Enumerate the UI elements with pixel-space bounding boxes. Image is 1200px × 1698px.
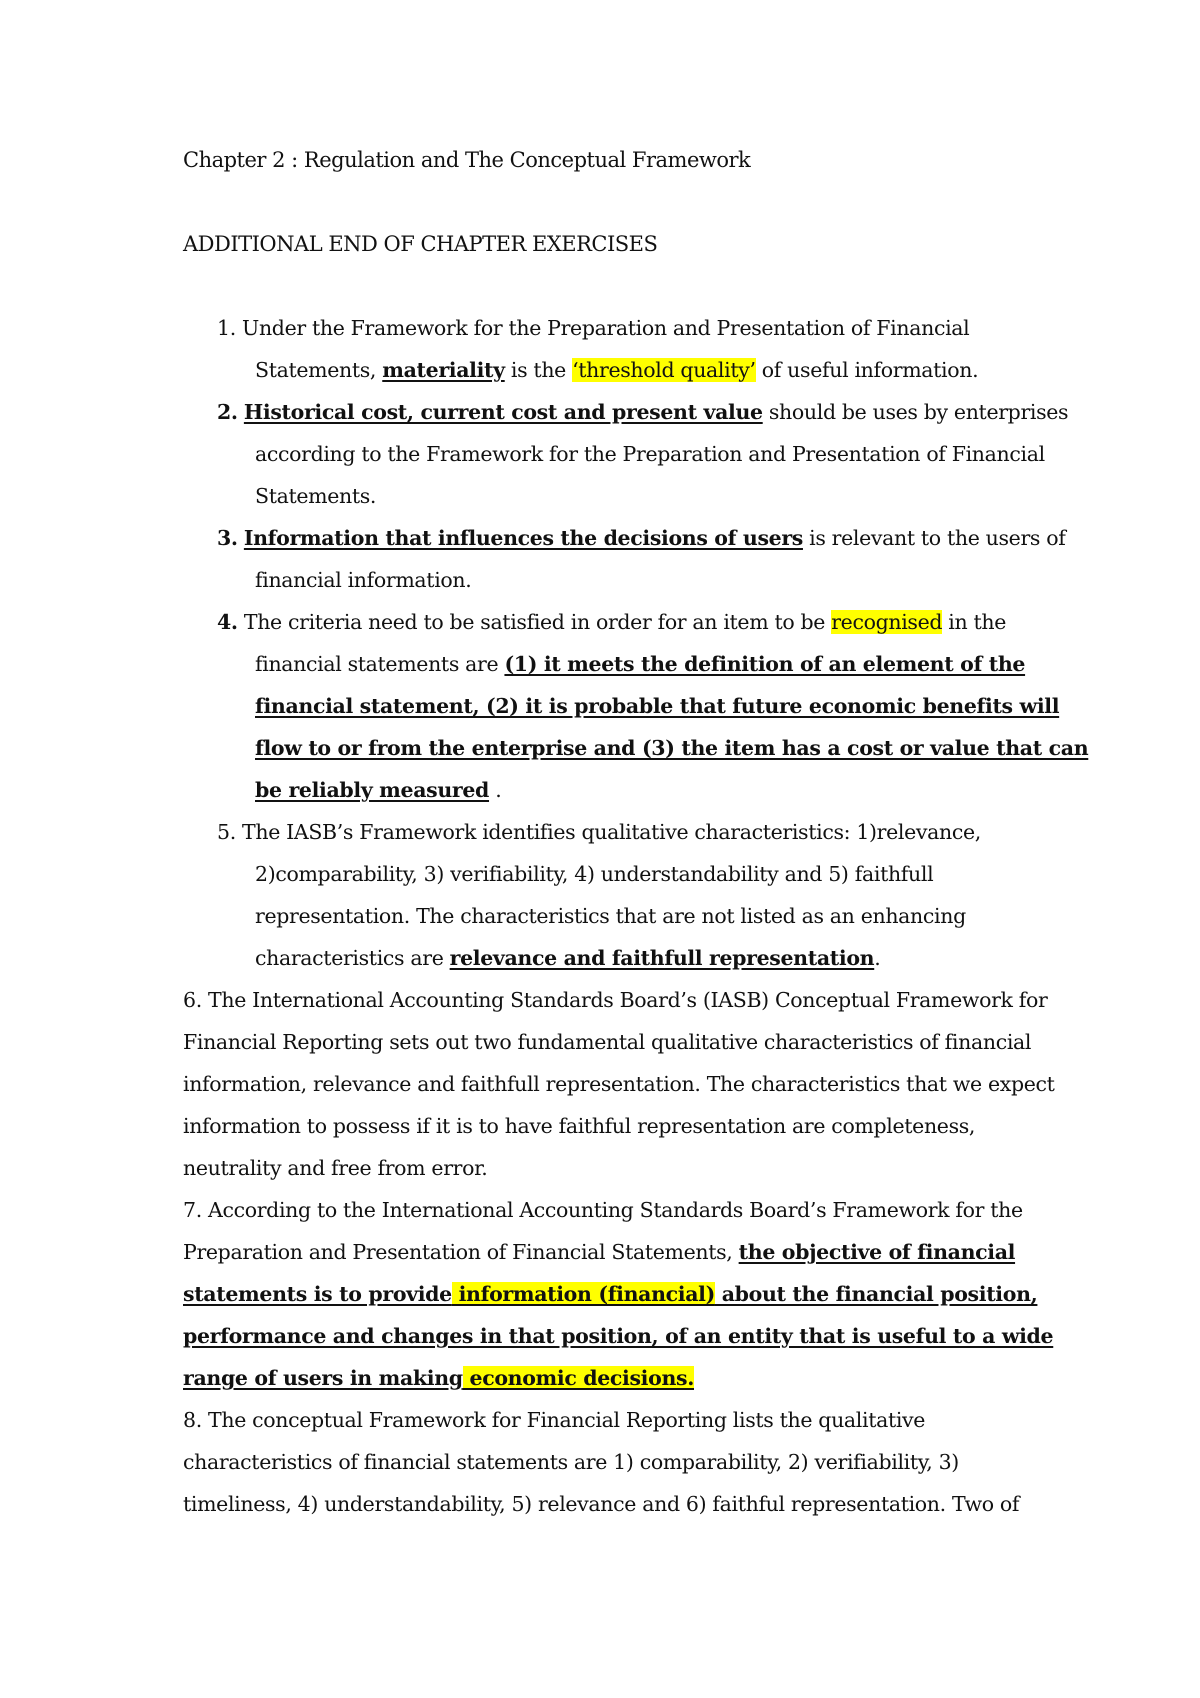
- item1-text-a: Statements,: [255, 358, 383, 382]
- item7-text-a: Preparation and Presentation of Financial Statements,: [183, 1240, 739, 1264]
- item5-text-c: .: [874, 946, 881, 970]
- item7-answer-part5: range of users in making: [183, 1366, 463, 1390]
- item4-text-end: .: [489, 778, 502, 802]
- item4-answer-part3: flow to or from the enterprise and (3) the item has a cost or value that can: [255, 736, 1089, 760]
- item3-number: 3.: [217, 526, 238, 550]
- item7-answer-part4: performance and changes in that position, of an entity that is useful to a wide: [183, 1324, 1054, 1348]
- item5-answer: relevance and faithfull representation: [449, 946, 875, 970]
- item7-highlight-information: information (financial): [451, 1282, 715, 1306]
- item7-answer-part1: the objective of financial: [738, 1240, 1016, 1264]
- item2-number: 2.: [217, 400, 238, 424]
- item5-line4: [255, 944, 880, 972]
- item6-line4: information to possess if it is to have faithful representation are completeness,: [183, 1114, 976, 1138]
- item2-line3: Statements.: [255, 484, 377, 508]
- item4-answer-part4: be reliably measured: [255, 778, 490, 802]
- item6-line5: neutrality and free from error.: [183, 1156, 488, 1180]
- item1-line2: [255, 356, 978, 384]
- document-subtitle: ADDITIONAL END OF CHAPTER EXERCISES: [183, 232, 658, 256]
- item6-line2: Financial Reporting sets out two fundamental qualitative characteristics of financial: [183, 1030, 1032, 1054]
- item7-line2: [183, 1238, 1015, 1266]
- item5-line2: 2)comparability, 3) verifiability, 4) understandability and 5) faithfull: [255, 862, 934, 886]
- item7-answer-part2: statements is to provide: [183, 1282, 452, 1306]
- item4-line2: [255, 650, 1025, 678]
- item5-line1: 5. The IASB’s Framework identifies qualitative characteristics: 1)relevance,: [217, 820, 981, 844]
- item1-text-e: of useful information.: [755, 358, 979, 382]
- item4-text-a: The criteria need to be satisfied in order for an item to be: [237, 610, 832, 634]
- item2-answer: Historical cost, current cost and present value: [243, 400, 763, 424]
- item6-line1: 6. The International Accounting Standards Board’s (IASB) Conceptual Framework for: [183, 988, 1048, 1012]
- item4-answer-part1: (1) it meets the definition of an element of the: [504, 652, 1026, 676]
- item8-line2: characteristics of financial statements are 1) comparability, 2) verifiability, 3): [183, 1450, 959, 1474]
- item8-line1: 8. The conceptual Framework for Financial Reporting lists the qualitative: [183, 1408, 926, 1432]
- item8-line3: timeliness, 4) understandability, 5) relevance and 6) faithful representation. Two of: [183, 1492, 1020, 1516]
- item1-highlight-threshold: ‘threshold quality’: [572, 358, 756, 382]
- item4-answer-part2: financial statement, (2) it is probable that future economic benefits will: [255, 694, 1060, 718]
- item7-line5: [183, 1364, 694, 1392]
- item5-text-a: characteristics are: [255, 946, 450, 970]
- item1-text-c: is the: [504, 358, 573, 382]
- item6-line3: information, relevance and faithfull representation. The characteristics that we expect: [183, 1072, 1055, 1096]
- item3-line2: financial information.: [255, 568, 472, 592]
- item7-highlight-economic-decisions: economic decisions.: [462, 1366, 694, 1390]
- item4-highlight-recognised: recognised: [831, 610, 943, 634]
- item7-line1: 7. According to the International Accounting Standards Board’s Framework for the: [183, 1198, 1023, 1222]
- item7-answer-part3: about the financial position,: [714, 1282, 1038, 1306]
- item2-line1: [217, 398, 1068, 426]
- item1-term-materiality: materiality: [382, 358, 505, 382]
- item2-line2: according to the Framework for the Preparation and Presentation of Financial: [255, 442, 1045, 466]
- item5-line3: representation. The characteristics that are not listed as an enhancing: [255, 904, 966, 928]
- item3-line1: [217, 524, 1065, 552]
- item4-line5: [255, 776, 501, 804]
- item2-text-b: should be uses by enterprises: [762, 400, 1069, 424]
- item7-line3: [183, 1280, 1037, 1308]
- item3-answer: Information that influences the decisions of users: [243, 526, 803, 550]
- item4-text-d: financial statements are: [255, 652, 505, 676]
- item4-text-c: in the: [942, 610, 1007, 634]
- item4-number: 4.: [217, 610, 238, 634]
- item4-line1: [217, 608, 1006, 636]
- item1-line1: 1. Under the Framework for the Preparation and Presentation of Financial: [217, 316, 970, 340]
- item3-text-b: is relevant to the users of: [802, 526, 1066, 550]
- document-title: Chapter 2 : Regulation and The Conceptual Framework: [183, 148, 751, 172]
